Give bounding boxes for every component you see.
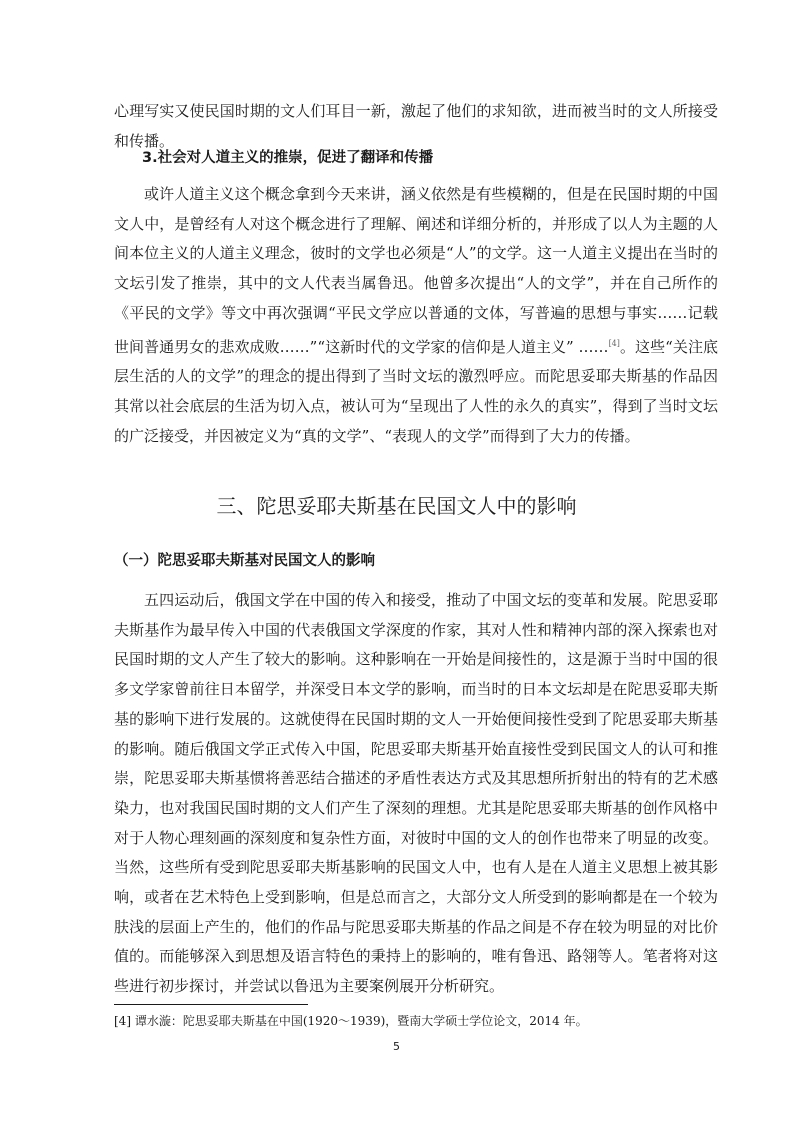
footnote-reference[interactable]: [4] bbox=[608, 338, 620, 348]
subsection-title: （一）陀思妥耶夫斯基对民国文人的影响 bbox=[114, 553, 375, 569]
section-title: 三、陀思妥耶夫斯基在民国文人中的影响 bbox=[216, 494, 577, 518]
footnote: [4] 谭水漩：陀思妥耶夫斯基在中国(1920～1939)，暨南大学硕士学位论文，2014 年。 bbox=[114, 1014, 588, 1028]
page-number: 5 bbox=[393, 1040, 400, 1053]
paragraph-continuation: 心理写实又使民国时期的文人们耳目一新，激起了他们的求知欲，进而被当时的文人所接受和传播。 bbox=[114, 102, 718, 150]
paragraph-humanism-text-2: 。这些“关注底层生活的人的文学”的理念的提出得到了当时文坛的激烈呼应。而陀思妥耶夫斯基的作品因其常以社会底层的生活为切入点，被认可为“呈现出了人性的永久的真实”，得到了当时文坛的广泛接受，并因被定义为“真的文学”、“表现人的文学”而得到了大力的传播。 bbox=[114, 337, 719, 445]
footnote-divider bbox=[114, 1004, 308, 1005]
paragraph-influence: 五四运动后，俄国文学在中国的传入和接受，推动了中国文坛的变革和发展。陀思妥耶夫斯基作为最早传入中国的代表俄国文学深度的作家，其对人性和精神内部的深入探索也对民国时期的文人产生了较大的影响。这种影响在一开始是间接性的，这是源于当时中国的很多文学家曾前往日本留学，并深受日本文学的影响，而当时的日本文坛却是在陀思妥耶夫斯基的影响下进行发展的。这就使得在民国时期的文人一开始便间接性受到了陀思妥耶夫斯基的影响。随后俄国文学正式传入中国，陀思妥耶夫斯基开始直接性受到民国文人的认可和推崇，陀思妥耶夫斯基惯将善恶结合描述的矛盾性表达方式及其思想所折射出的特有的艺术感染力，也对我国民国时期的文人们产生了深刻的理想。尤其是陀思妥耶夫斯基的创作风格中对于人物心理刻画的深刻度和复杂性方面，对彼时中国的文人的创作也带来了明显的改变。当然，这些所有受到陀思妥耶夫斯基影响的民国文人中，也有人是在人道主义思想上被其影响，或者在艺术特色上受到影响，但是总而言之，大部分文人所受到的影响都是在一个较为肤浅的层面上产生的，他们的作品与陀思妥耶夫斯基的作品之间是不存在较为明显的对比价值的。而能够深入到思想及语言特色的秉持上的影响的，唯有鲁迅、路翎等人。笔者将对这些进行初步探讨，并尝试以鲁迅为主要案例展开分析研究。 bbox=[114, 591, 718, 996]
subheading-3: 3.社会对人道主义的推崇，促进了翻译和传播 bbox=[142, 150, 434, 166]
paragraph-humanism bbox=[114, 180, 718, 451]
paragraph-humanism-text-1: 或许人道主义这个概念拿到今天来讲，涵义依然是有些模糊的，但是在民国时期的中国文人中，是曾经有人对这个概念进行了理解、阐述和详细分析的，并形成了以人为主题的人间本位主义的人道主义理念，彼时的文学也必须是“人”的文学。这一人道主义提出在当时的文坛引发了推崇，其中的文人代表当属鲁迅。他曾多次提出“人的文学”，并在自己所作的《平民的文学》等文中再次强调“平民文学应以普通的文体，写普遍的思想与事实……记载世间普通男女的悲欢成败……”“这新时代的文学家的信仰是人道主义” …… bbox=[114, 185, 718, 356]
